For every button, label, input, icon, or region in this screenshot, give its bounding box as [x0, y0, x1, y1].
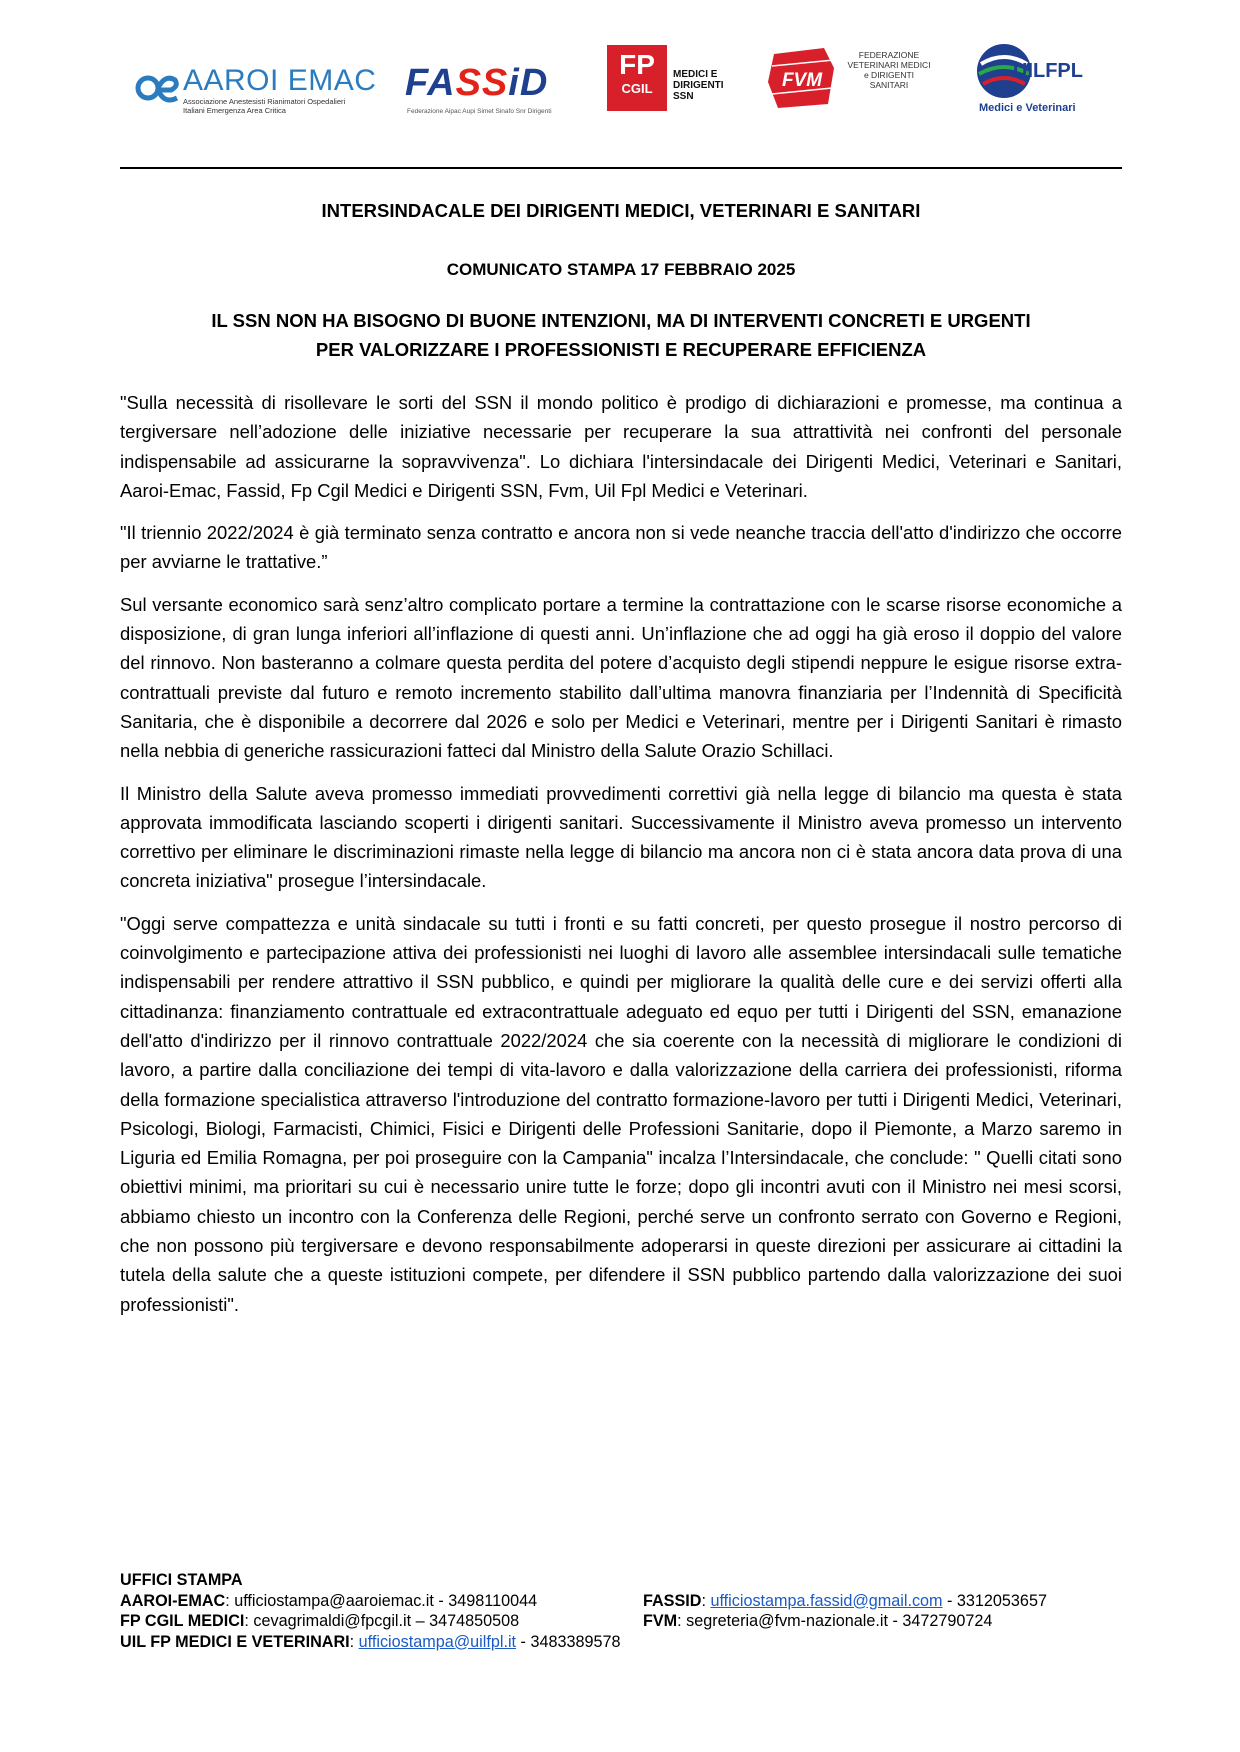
press-release-date: COMUNICATO STAMPA 17 FEBBRAIO 2025: [446, 260, 796, 279]
contact-email-link[interactable]: ufficiostampa.fassid@gmail.com: [710, 1591, 943, 1610]
fassid-name: [405, 62, 548, 105]
contact-sep: :: [701, 1591, 711, 1610]
contact-sep: :: [225, 1591, 235, 1610]
contact-phone: - 3483389578: [516, 1632, 621, 1651]
press-release-title: [120, 306, 1122, 364]
fvm-abbr: FVM: [781, 70, 823, 91]
contact-fassid: [643, 1591, 1047, 1612]
contact-sep: :: [244, 1612, 254, 1630]
body-paragraph: "Sulla necessità di risollevare le sorti del SSN il mondo politico è prodigo di dichiarazioni e promesse, ma continua a tergiversare nell’adozione delle iniziative necessarie per recuperare la sua attrattività nei confronti del personale indispensabile ad assicurarne la sopravvivenza". Lo dichiara l'intersindacale dei Dirigenti Medici, Veterinari e Sanitari, Aaroi-Emac, Fassid, Fp Cgil Medici e Dirigenti SSN, Fvm, Uil Fpl Medici e Veterinari.: [120, 392, 1122, 501]
contact-org: AAROI-EMAC: [120, 1591, 226, 1610]
contact-aaroi: [120, 1592, 537, 1610]
contact-phone: - 3472790724: [887, 1612, 993, 1630]
body-paragraph: "Il triennio 2022/2024 è già terminato senza contratto e ancora non si vede neanche traccia dell'atto d'indirizzo che occorre per avviarne le trattative.”: [120, 522, 1122, 573]
fassid-name-part3: iD: [508, 62, 549, 104]
contact-phone: - 3498110044: [433, 1591, 538, 1610]
footer-row-1: [120, 1591, 1130, 1612]
footer-row-3: [120, 1632, 1130, 1653]
contact-fpcgil: [120, 1612, 519, 1630]
contact-fvm: [643, 1611, 992, 1632]
contact-sep: :: [677, 1612, 687, 1630]
press-release-body: [120, 388, 1122, 1332]
press-offices-footer: [120, 1570, 1130, 1652]
body-paragraph: "Oggi serve compattezza e unità sindacale su tutti i fronti e su fatti concreti, per questo prosegue il nostro percorso di coinvolgimento e partecipazione attiva dei professionisti nei luoghi di lavoro alle assemblee intersindacali sulle tematiche indispensabili per rendere attrattivo il SSN pubblico, e quindi per migliorare la qualità delle cure e dei servizi offerti alla cittadinanza: finanziamento contrattuale ed extracontrattuale adeguato ed equo per tutti i Dirigenti del SSN, emanazione dell'atto d'indirizzo per il rinnovo contrattuale 2022/2024 che sia coerente con la necessità di migliorare le condizioni di lavoro, a partire dalla conciliazione dei tempi di vita-lavoro e dalla valorizzazione della carriera dei professionisti, riforma della formazione specialistica attraverso l'introduzione del contratto formazione-lavoro per tutti i Dirigenti Medici, Veterinari, Psicologi, Biologi, Farmacisti, Chimici, Fisici e Dirigenti delle Professioni Sanitarie, dopo il Piemonte, a Marzo saremo in Liguria ed Emilia Romagna, per poi proseguire con la Campania" incalza l’Intersindacale, che conclude: " Quelli citati sono obiettivi minimi, ma prioritari su cui è necessario unire tutte le forze; dopo gli incontri avuti con il Ministro nei mesi scorsi, abbiamo chiesto un incontro con la Conferenza delle Regioni, perché serve un confronto serrato con Governo e Regioni, che non possono più tergiversare e devono responsabilmente adoperarsi in queste direzioni per assicurare ai cittadini la tutela della salute che a queste istituzioni compete, per difendere il SSN pubblico partendo dalla valorizzazione dei suoi professionisti".: [120, 912, 1122, 1315]
fassid-subtitle: Federazione Aipac Aupi Simet Sinafo Snr Dirigenti: [407, 108, 552, 115]
aaroi-subtitle: Associazione Anestesisti Rianimatori Ospedalieri Italiani Emergenza Area Critica: [183, 97, 346, 115]
aaroi-name: AAROI EMAC: [183, 64, 377, 97]
fp-label: FP: [619, 49, 655, 80]
uil-fpl-name: UILFPL: [1013, 60, 1083, 82]
contact-email[interactable]: ufficiostampa@aaroiemac.it: [234, 1591, 434, 1610]
fp-cgil-logo: [607, 45, 747, 115]
contact-org: UIL FP MEDICI E VETERINARI: [120, 1632, 350, 1651]
body-paragraph: Il Ministro della Salute aveva promesso immediati provvedimenti correttivi già nella legge di bilancio ma questa è stata approvata immodificata lasciando scoperti i dirigenti sanitari. Successivamente il Ministro aveva promesso un intervento correttivo per eliminare le discriminazioni rimaste nella legge di bilancio ma ancora non ci è stata ancora data prova di una concreta iniziativa" prosegue l’intersindacale.: [120, 782, 1122, 892]
title-line-2: PER VALORIZZARE I PROFESSIONISTI E RECUPERARE EFFICIENZA: [315, 339, 927, 360]
uil-fpl-logo: [975, 40, 1105, 120]
aaroi-emac-logo: [135, 60, 377, 120]
contact-phone: - 3312053657: [942, 1591, 1047, 1610]
fassid-name-part2: SS: [455, 62, 509, 104]
contact-org: FVM: [643, 1612, 678, 1630]
contact-sep: :: [349, 1632, 359, 1651]
contact-org: FP CGIL MEDICI: [120, 1612, 245, 1630]
fvm-logo: [768, 48, 938, 118]
contact-email[interactable]: segreteria@fvm-nazionale.it: [686, 1612, 888, 1630]
contact-phone: – 3474850508: [411, 1612, 520, 1630]
fassid-name-part1: FA: [405, 62, 456, 104]
footer-row-2: [120, 1611, 1130, 1632]
contact-email[interactable]: cevagrimaldi@fpcgil.it: [253, 1612, 412, 1630]
contact-org: FASSID: [643, 1591, 702, 1610]
fassid-logo: [405, 62, 565, 120]
aaroi-mark-icon: [135, 66, 181, 108]
header-divider: [120, 167, 1122, 169]
fvm-mark-icon: [768, 48, 838, 108]
logo-bar: [120, 40, 1120, 120]
fp-cgil-text: MEDICI E DIRIGENTI SSN: [673, 69, 724, 102]
footer-title: UFFICI STAMPA: [120, 1571, 243, 1589]
fp-cgil-box: [607, 45, 667, 111]
body-paragraph: Sul versante economico sarà senz’altro complicato portare a termine la contrattazione con le scarse risorse economiche a disposizione, di gran lunga inferiori all’inflazione di questi anni. Un’inflazione che ad oggi ha già eroso il doppio del valore del rinnovo. Non basteranno a colmare questa perdita del potere d’acquisto degli stipendi neppure le esigue risorse extra-contrattuali previste dal futuro e remoto incremento stabilito dall’ultima manovra finanziaria per l’Indennità di Specificità Sanitaria, che è disponibile a decorrere dal 2026 e solo per Medici e Veterinari, mentre per i Dirigenti Sanitari è rimasto nella nebbia di generiche rassicurazioni fatteci dal Ministro della Salute Orazio Schillaci.: [120, 593, 1122, 762]
title-line-1: IL SSN NON HA BISOGNO DI BUONE INTENZIONI, MA DI INTERVENTI CONCRETI E URGENTI: [211, 310, 1031, 331]
intersindacale-heading: INTERSINDACALE DEI DIRIGENTI MEDICI, VETERINARI E SANITARI: [321, 200, 921, 221]
cgil-label: CGIL: [621, 81, 653, 96]
uil-fpl-subtitle: Medici e Veterinari: [979, 102, 1076, 114]
contact-uil: [120, 1633, 620, 1651]
contact-email-link[interactable]: ufficiostampa@uilfpl.it: [358, 1632, 517, 1651]
fvm-text: FEDERAZIONE VETERINARI MEDICI e DIRIGENTI SANITARI: [847, 50, 931, 90]
